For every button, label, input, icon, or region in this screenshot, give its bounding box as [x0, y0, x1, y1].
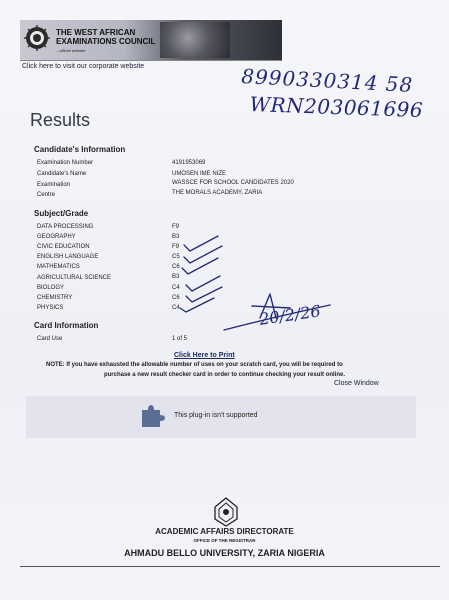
- note-line-1: NOTE: If you have exhausted the allowable number of uses on your scratch card, you will be required to: [46, 362, 343, 368]
- handwritten-number-1: 8990330314 58: [240, 64, 414, 97]
- university-name: AHMADU BELLO UNIVERSITY, ZARIA NIGERIA: [124, 548, 325, 558]
- handwritten-number-2: WRN203061696: [249, 92, 424, 123]
- subject-grade: F9: [172, 244, 180, 250]
- signature-date: 20/2/26: [258, 301, 322, 329]
- org-name: THE WEST AFRICAN EXAMINATIONS COUNCIL: [56, 28, 156, 46]
- corporate-website-link[interactable]: Click here to visit our corporate website: [22, 63, 145, 70]
- note-line-2: purchase a new result checker card in order to continue checking your result online.: [103, 372, 346, 378]
- card-use-label: Card Use: [37, 336, 63, 342]
- subject-name: CHEMISTRY: [37, 295, 73, 301]
- subject-grade: C6: [172, 264, 180, 270]
- subject-name: CIVIC EDUCATION: [37, 244, 90, 250]
- subject-name: PHYSICS: [37, 305, 64, 311]
- close-window-link[interactable]: Close Window: [334, 380, 379, 387]
- subject-grade: B3: [172, 274, 180, 280]
- subject-grade: C4: [172, 305, 180, 311]
- subject-name: BIOLOGY: [37, 285, 65, 291]
- field-label: Centre: [37, 192, 56, 198]
- field-label: Candidate's Name: [37, 171, 87, 177]
- field-value: UMOSEN IME NIZE: [172, 171, 227, 177]
- subject-grade: C5: [172, 254, 180, 260]
- directorate-title: ACADEMIC AFFAIRS DIRECTORATE: [155, 527, 294, 536]
- page-title: Results: [30, 110, 91, 130]
- field-value: THE MORALS ACADEMY, ZARIA: [172, 190, 263, 196]
- subject-name: DATA PROCESSING: [37, 224, 94, 230]
- field-label: Examination Number: [37, 160, 94, 166]
- subject-grade: B3: [172, 234, 180, 240]
- footer-divider: [20, 566, 440, 567]
- subject-grade-heading: Subject/Grade: [34, 209, 89, 218]
- office-subtitle: OFFICE OF THE REGISTRAR: [193, 538, 256, 543]
- subject-name: ENGLISH LANGUAGE: [37, 254, 99, 260]
- field-value: 4191953069: [172, 160, 206, 166]
- university-crest-icon: [213, 497, 239, 527]
- subject-grade: C6: [172, 295, 180, 301]
- plugin-message: This plug-in isn't supported: [174, 412, 258, 419]
- print-link[interactable]: Click Here to Print: [174, 352, 235, 359]
- subject-grade: C4: [172, 285, 180, 291]
- subject-name: GEOGRAPHY: [37, 234, 76, 240]
- subject-grade: F9: [172, 224, 180, 230]
- card-use-value: 1 of 5: [172, 336, 188, 342]
- subject-name: MATHEMATICS: [37, 264, 80, 270]
- card-info-heading: Card Information: [34, 321, 99, 330]
- puzzle-piece-icon: [140, 404, 166, 428]
- subject-name: AGRICULTURAL SCIENCE: [37, 275, 112, 281]
- field-label: Examination: [37, 182, 71, 188]
- field-value: WASSCE FOR SCHOOL CANDIDATES 2020: [172, 180, 294, 186]
- candidate-info-heading: Candidate's Information: [34, 145, 126, 154]
- org-tagline: ...official website: [56, 48, 86, 53]
